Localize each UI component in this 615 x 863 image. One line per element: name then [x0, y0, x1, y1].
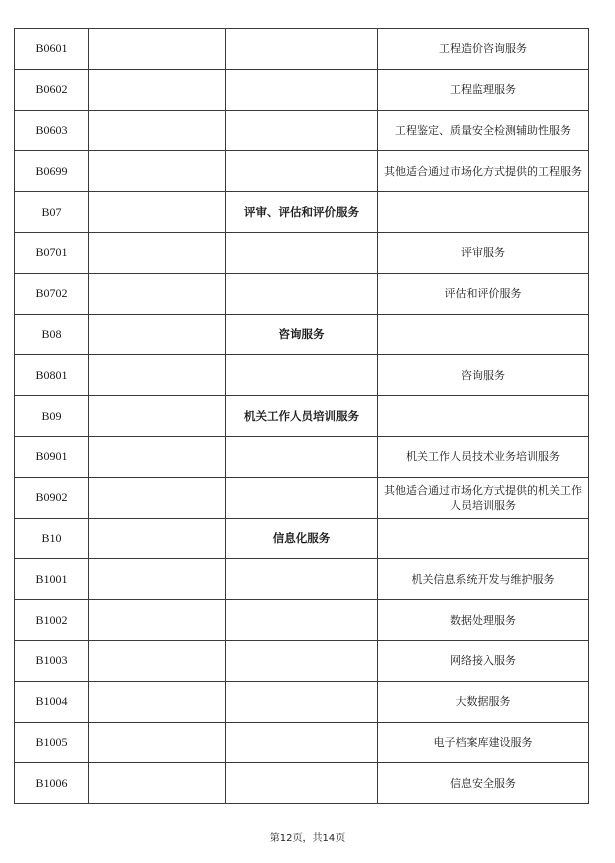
service-item-cell: 电子档案库建设服务 — [378, 722, 589, 763]
blank-cell — [89, 314, 226, 355]
blank-cell — [89, 110, 226, 151]
category-code-cell: B07 — [15, 192, 89, 233]
blank-cell — [89, 29, 226, 70]
service-item-cell — [378, 518, 589, 559]
category-name-cell: 信息化服务 — [226, 518, 378, 559]
category-code-cell: B0901 — [15, 436, 89, 477]
category-code-cell: B1002 — [15, 600, 89, 641]
category-name-cell — [226, 722, 378, 763]
catalog-table-body — [15, 29, 589, 804]
table-row — [15, 600, 589, 641]
blank-cell — [89, 69, 226, 110]
category-code-cell: B10 — [15, 518, 89, 559]
category-code-cell: B0603 — [15, 110, 89, 151]
blank-cell — [89, 192, 226, 233]
category-code-cell: B0702 — [15, 273, 89, 314]
blank-cell — [89, 559, 226, 600]
category-name-cell — [226, 69, 378, 110]
category-code-cell: B0601 — [15, 29, 89, 70]
category-code-cell: B0801 — [15, 355, 89, 396]
table-row — [15, 640, 589, 681]
blank-cell — [89, 355, 226, 396]
blank-cell — [89, 396, 226, 437]
category-code-cell: B1004 — [15, 681, 89, 722]
category-code-cell: B0699 — [15, 151, 89, 192]
table-row — [15, 355, 589, 396]
service-item-cell: 其他适合通过市场化方式提供的机关工作人员培训服务 — [378, 477, 589, 518]
category-name-cell: 评审、评估和评价服务 — [226, 192, 378, 233]
table-row — [15, 681, 589, 722]
blank-cell — [89, 273, 226, 314]
category-name-cell — [226, 151, 378, 192]
service-item-cell: 工程造价咨询服务 — [378, 29, 589, 70]
category-code-cell: B0602 — [15, 69, 89, 110]
service-item-cell: 网络接入服务 — [378, 640, 589, 681]
service-item-cell: 信息安全服务 — [378, 763, 589, 804]
category-name-cell: 机关工作人员培训服务 — [226, 396, 378, 437]
category-code-cell: B1005 — [15, 722, 89, 763]
table-row — [15, 477, 589, 518]
blank-cell — [89, 151, 226, 192]
service-item-cell: 大数据服务 — [378, 681, 589, 722]
table-row — [15, 436, 589, 477]
category-name-cell — [226, 681, 378, 722]
category-name-cell — [226, 436, 378, 477]
category-name-cell — [226, 29, 378, 70]
blank-cell — [89, 640, 226, 681]
service-item-cell — [378, 314, 589, 355]
service-item-cell: 评审服务 — [378, 232, 589, 273]
service-item-cell: 工程监理服务 — [378, 69, 589, 110]
service-item-cell: 数据处理服务 — [378, 600, 589, 641]
page-number: 第12页，共14页 — [269, 833, 346, 844]
category-code-cell: B0701 — [15, 232, 89, 273]
category-name-cell — [226, 110, 378, 151]
category-name-cell — [226, 763, 378, 804]
blank-cell — [89, 477, 226, 518]
service-item-cell: 咨询服务 — [378, 355, 589, 396]
service-item-cell: 机关信息系统开发与维护服务 — [378, 559, 589, 600]
category-code-cell: B09 — [15, 396, 89, 437]
table-row — [15, 763, 589, 804]
category-code-cell: B1003 — [15, 640, 89, 681]
blank-cell — [89, 232, 226, 273]
service-item-cell — [378, 396, 589, 437]
category-code-cell: B1001 — [15, 559, 89, 600]
category-code-cell: B08 — [15, 314, 89, 355]
category-name-cell — [226, 477, 378, 518]
blank-cell — [89, 518, 226, 559]
service-item-cell — [378, 192, 589, 233]
table-row — [15, 722, 589, 763]
table-row — [15, 69, 589, 110]
service-item-cell: 机关工作人员技术业务培训服务 — [378, 436, 589, 477]
service-item-cell: 其他适合通过市场化方式提供的工程服务 — [378, 151, 589, 192]
service-item-cell: 工程鉴定、质量安全检测辅助性服务 — [378, 110, 589, 151]
table-row — [15, 396, 589, 437]
blank-cell — [89, 436, 226, 477]
category-name-cell — [226, 640, 378, 681]
category-name-cell — [226, 559, 378, 600]
category-name-cell: 咨询服务 — [226, 314, 378, 355]
category-name-cell — [226, 600, 378, 641]
table-row — [15, 273, 589, 314]
category-name-cell — [226, 355, 378, 396]
service-catalog-table — [14, 28, 589, 804]
table-row — [15, 151, 589, 192]
table-row — [15, 232, 589, 273]
blank-cell — [89, 681, 226, 722]
blank-cell — [89, 763, 226, 804]
table-row — [15, 559, 589, 600]
category-name-cell — [226, 232, 378, 273]
table-row — [15, 29, 589, 70]
table-row — [15, 110, 589, 151]
blank-cell — [89, 600, 226, 641]
category-code-cell: B0902 — [15, 477, 89, 518]
table-row — [15, 518, 589, 559]
blank-cell — [89, 722, 226, 763]
table-row — [15, 314, 589, 355]
category-code-cell: B1006 — [15, 763, 89, 804]
service-item-cell: 评估和评价服务 — [378, 273, 589, 314]
category-name-cell — [226, 273, 378, 314]
table-row — [15, 192, 589, 233]
